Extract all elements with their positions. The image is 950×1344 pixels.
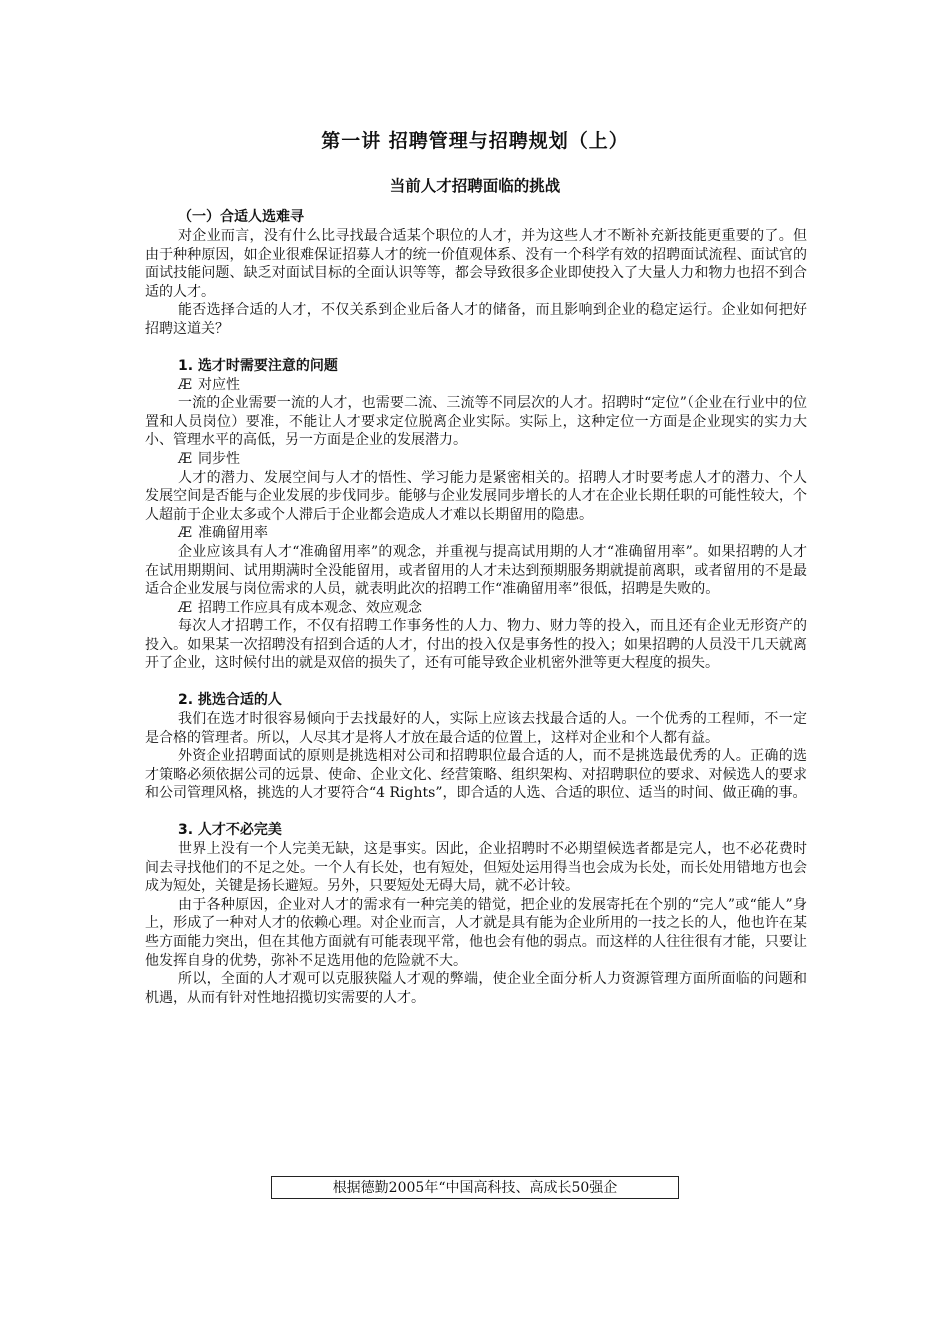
paragraph: 我们在选才时很容易倾向于去找最好的人，实际上应该去找最合适的人。一个优秀的工程师，不一定是合格的管理者。所以，人尽其才是将人才放在最合适的位置上，这样对企业和个人都有益。 <box>145 711 807 746</box>
section-heading: （一）合适人选难寻 <box>178 209 304 225</box>
paragraph: 每次人才招聘工作，不仅有招聘工作事务性的人力、物力、财力等的投入，而且还有企业无形资产的投入。如果某一次招聘没有招到合适的人才，付出的投入仅是事务性的投入；如果招聘的人员没干几天就离开了企业，这时候付出的就是双倍的损失了，还有可能导致企业机密外泄等更大程度的损失。 <box>145 618 807 672</box>
bullet-label: 对应性 <box>198 376 241 393</box>
subsection-heading: 1. 选才时需要注意的问题 <box>178 357 338 374</box>
paragraph: 对企业而言，没有什么比寻找最合适某个职位的人才，并为这些人才不断补充新技能更重要的了。但由于种种原因，如企业很难保证招募人才的统一价值观体系、没有一个科学有效的招聘面试流程、面试官的面试技能问题、缺乏对面试目标的全面认识等等，都会导致很多企业即使投入了大量人力和物力也招不到合适的人才。 <box>145 228 807 300</box>
bullet-item <box>145 450 807 469</box>
bullet-marker: Æ <box>178 376 193 393</box>
bullet-item <box>145 599 807 618</box>
paragraph: 一流的企业需要一流的人才，也需要二流、三流等不同层次的人才。招聘时“定位”（企业在行业中的位置和人员岗位）要准，不能让人才要求定位脱离企业实际。实际上，这种定位一方面是企业现实的实力大小、管理水平的高低，另一方面是企业的发展潜力。 <box>145 395 807 449</box>
page-subtitle: 当前人才招聘面临的挑战 <box>389 177 561 195</box>
page-title: 第一讲 招聘管理与招聘规划（上） <box>321 130 629 152</box>
paragraph: 企业应该具有人才“准确留用率”的观念，并重视与提高试用期的人才“准确留用率”。如果招聘的人才在试用期期间、试用期满时全没能留用，或者留用的人才未达到预期服务期就提前离职，或者留用的不是最适合企业发展与岗位需求的人员，就表明此次的招聘工作“准确留用率”很低，招聘是失败的。 <box>145 543 807 598</box>
bullet-label: 准确留用率 <box>198 525 269 542</box>
subsection-heading: 2. 挑选合适的人 <box>178 692 282 709</box>
subsection-heading: 3. 人才不必完美 <box>178 822 282 839</box>
paragraph: 世界上没有一个人完美无缺，这是事实。因此，企业招聘时不必期望候选者都是完人，也不必花费时间去寻找他们的不足之处。一个人有长处，也有短处，但短处运用得当也会成为长处，而长处用错地方也会成为短处，关键是扬长避短。另外，只要短处无碍大局，就不必计较。 <box>145 841 807 895</box>
bullet-label: 招聘工作应具有成本观念、效应观念 <box>198 599 423 616</box>
paragraph: 人才的潜力、发展空间与人才的悟性、学习能力是紧密相关的。招聘人才时要考虑人才的潜力、个人发展空间是否能与企业发展的步伐同步。能够与企业发展同步增长的人才在企业长期任职的可能性较大，个人超前于企业太多或个人滞后于企业都会造成人才难以长期留用的隐患。 <box>145 469 807 523</box>
paragraph: 能否选择合适的人才，不仅关系到企业后备人才的储备，而且影响到企业的稳定运行。企业如何把好招聘这道关？ <box>145 302 807 337</box>
document-body <box>145 208 807 1007</box>
bullet-item <box>145 376 807 395</box>
paragraph: 所以，全面的人才观可以克服狭隘人才观的弊端，使企业全面分析人力资源管理方面所面临的问题和机遇，从而有针对性地招揽切实需要的人才。 <box>145 971 807 1006</box>
boxed-note: 根据德勤2005年“中国高科技、高成长50强企 <box>271 1176 679 1199</box>
bullet-marker: Æ <box>178 525 193 542</box>
paragraph: 由于各种原因，企业对人才的需求有一种完美的错觉，把企业的发展寄托在个别的“完人”或“能人”身上，形成了一种对人才的依赖心理。对企业而言，人才就是具有能为企业所用的一技之长的人，他也许在某些方面能力突出，但在其他方面就有可能表现平常，他也会有他的弱点。而这样的人往往很有才能，只要让他发挥自身的优势，弥补不足选用他的危险就不大。 <box>145 896 807 969</box>
bullet-marker: Æ <box>178 599 193 616</box>
bullet-label: 同步性 <box>198 450 241 467</box>
paragraph: 外资企业招聘面试的原则是挑选相对公司和招聘职位最合适的人，而不是挑选最优秀的人。正确的选才策略必须依据公司的远景、使命、企业文化、经营策略、组织架构、对招聘职位的要求、对候选人的要求和公司管理风格，挑选的人才要符合“4 Rights”，即合适的人选、合适的职位、适当的时间、做正确的事。 <box>145 748 807 802</box>
bullet-item <box>145 524 807 543</box>
bullet-marker: Æ <box>178 450 193 467</box>
